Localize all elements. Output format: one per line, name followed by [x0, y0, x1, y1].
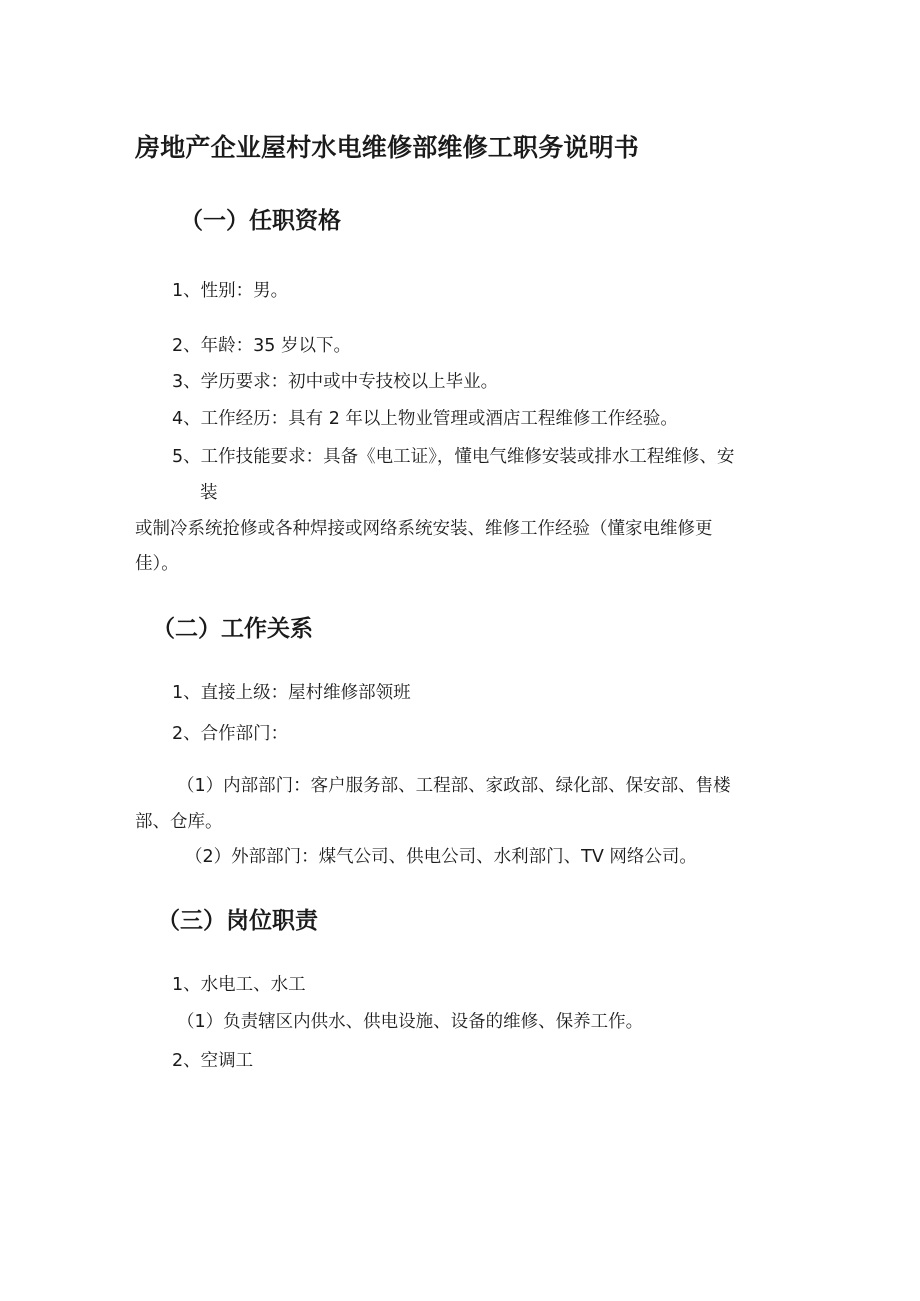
qualification-skills-line1: 5、工作技能要求：具备《电工证》，懂电气维修安装或排水工程维修、安	[172, 447, 735, 467]
qualification-skills-line2: 装	[200, 483, 218, 503]
duty-aircon: 2、空调工	[172, 1051, 254, 1071]
section-heading-qualifications: （一）任职资格	[180, 208, 341, 234]
qualification-skills-line3: 或制冷系统抢修或各种焊接或网络系统安装、维修工作经验（懂家电维修更	[135, 519, 713, 539]
duty-electrician-task1: （1）负责辖区内供水、供电设施、设备的维修、保养工作。	[177, 1012, 644, 1032]
relation-internal-line2: 部、仓库。	[135, 812, 223, 832]
relation-internal-line1: （1）内部部门：客户服务部、工程部、家政部、绿化部、保安部、售楼	[177, 776, 731, 796]
relation-external: （2）外部部门：煤气公司、供电公司、水利部门、TV 网络公司。	[185, 847, 697, 867]
qualification-experience: 4、工作经历：具有 2 年以上物业管理或酒店工程维修工作经验。	[172, 409, 678, 429]
section-heading-duties: （三）岗位职责	[157, 908, 318, 934]
duty-electrician: 1、水电工、水工	[172, 975, 306, 995]
document-title: 房地产企业屋村水电维修部维修工职务说明书	[135, 133, 640, 162]
qualification-age: 2、年龄：35 岁以下。	[172, 336, 351, 356]
qualification-gender: 1、性别：男。	[172, 281, 289, 301]
relation-supervisor: 1、直接上级：屋村维修部领班	[172, 683, 411, 703]
relation-departments: 2、合作部门：	[172, 724, 289, 744]
section-heading-relations: （二）工作关系	[152, 616, 313, 642]
qualification-education: 3、学历要求：初中或中专技校以上毕业。	[172, 372, 499, 392]
qualification-skills-line4: 佳）。	[135, 554, 179, 574]
